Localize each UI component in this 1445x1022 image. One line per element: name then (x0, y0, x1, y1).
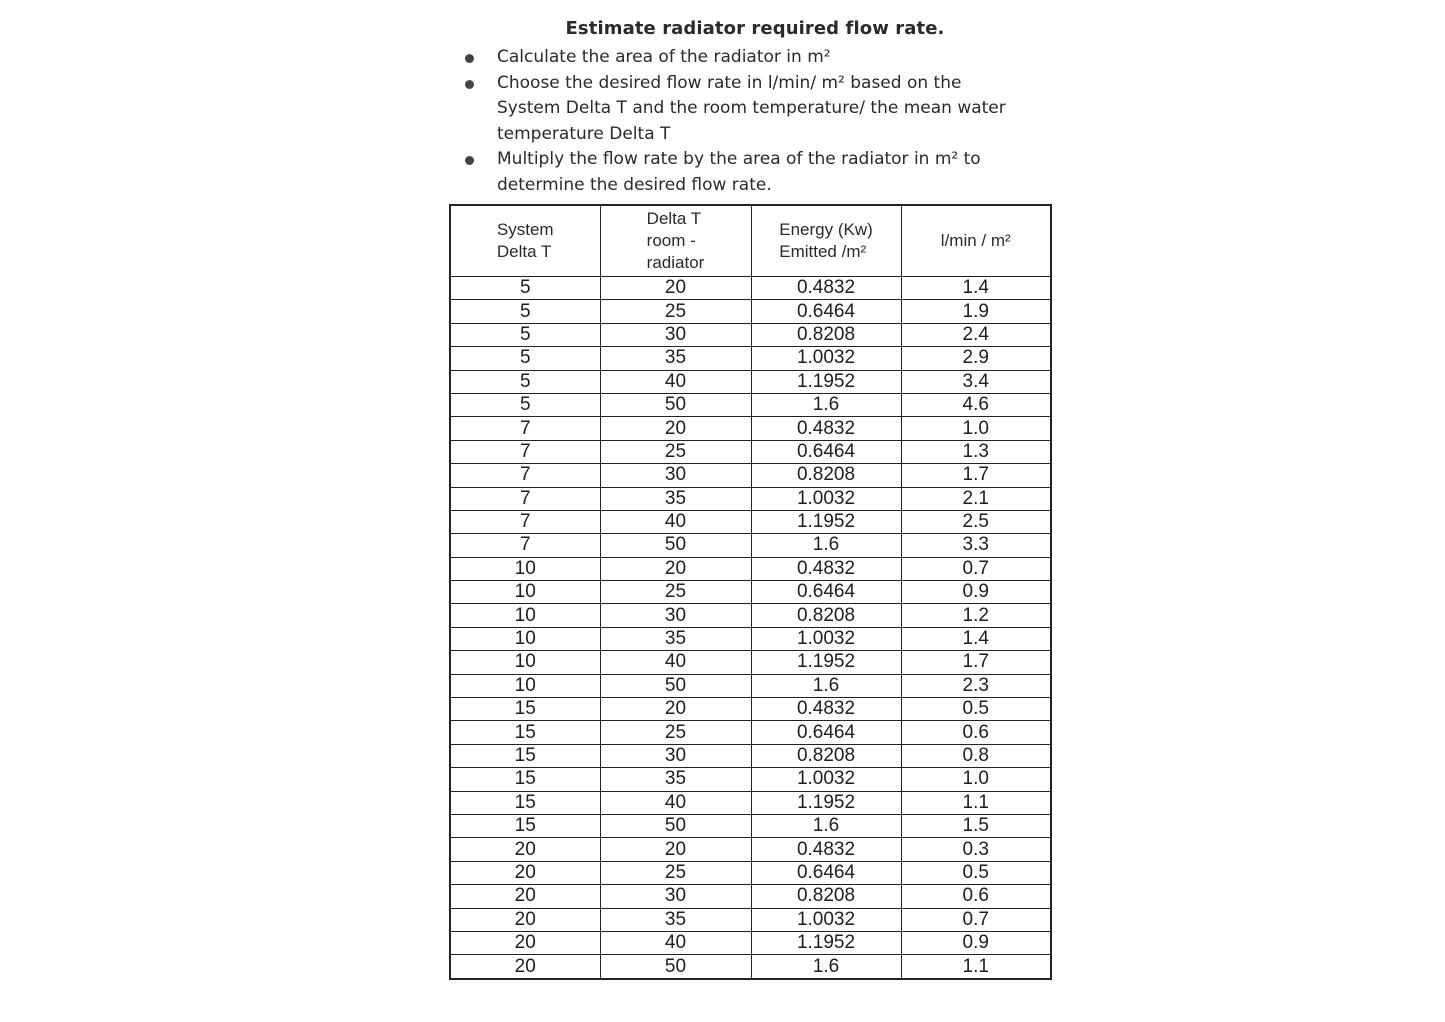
table-row (450, 300, 1051, 323)
cell-flow-rate: 1.0 (901, 417, 1051, 440)
instruction-text: Calculate the area of the radiator in m² (497, 47, 831, 67)
cell-energy-emitted: 1.0032 (751, 487, 901, 510)
cell-system-delta-t: 5 (450, 277, 600, 300)
cell-system-delta-t: 20 (450, 838, 600, 861)
cell-energy-emitted: 1.1952 (751, 510, 901, 533)
cell-delta-t-room-radiator: 50 (600, 814, 751, 837)
table-row (450, 557, 1051, 580)
cell-delta-t-room-radiator: 35 (600, 487, 751, 510)
cell-system-delta-t: 10 (450, 604, 600, 627)
cell-delta-t-room-radiator: 20 (600, 557, 751, 580)
cell-flow-rate: 1.9 (901, 300, 1051, 323)
cell-flow-rate: 0.7 (901, 557, 1051, 580)
table-row (450, 464, 1051, 487)
document-title: Estimate radiator required flow rate. (565, 18, 945, 39)
cell-flow-rate: 3.4 (901, 370, 1051, 393)
cell-flow-rate: 1.5 (901, 814, 1051, 837)
header-delta-t-room-radiator (600, 205, 751, 277)
cell-delta-t-room-radiator: 30 (600, 323, 751, 346)
header-line: l/min / m² (940, 231, 1011, 250)
cell-delta-t-room-radiator: 25 (600, 440, 751, 463)
cell-delta-t-room-radiator: 40 (600, 370, 751, 393)
instruction-item (462, 71, 1022, 148)
table-row (450, 698, 1051, 721)
cell-delta-t-room-radiator: 25 (600, 861, 751, 884)
cell-flow-rate: 0.5 (901, 698, 1051, 721)
table-row (450, 838, 1051, 861)
cell-system-delta-t: 5 (450, 393, 600, 416)
cell-energy-emitted: 0.8208 (751, 885, 901, 908)
cell-delta-t-room-radiator: 50 (600, 534, 751, 557)
cell-energy-emitted: 0.8208 (751, 604, 901, 627)
cell-flow-rate: 1.1 (901, 955, 1051, 979)
cell-energy-emitted: 1.6 (751, 674, 901, 697)
cell-delta-t-room-radiator: 50 (600, 393, 751, 416)
table-row (450, 581, 1051, 604)
cell-flow-rate: 1.3 (901, 440, 1051, 463)
cell-system-delta-t: 20 (450, 931, 600, 954)
header-system-delta-t (450, 205, 600, 277)
cell-energy-emitted: 1.6 (751, 814, 901, 837)
cell-energy-emitted: 1.1952 (751, 370, 901, 393)
instruction-item (462, 45, 1022, 71)
bullet-icon (465, 80, 474, 89)
cell-system-delta-t: 20 (450, 885, 600, 908)
cell-energy-emitted: 1.0032 (751, 768, 901, 791)
cell-system-delta-t: 5 (450, 323, 600, 346)
cell-delta-t-room-radiator: 25 (600, 581, 751, 604)
flow-rate-table (449, 204, 1052, 980)
cell-flow-rate: 0.3 (901, 838, 1051, 861)
cell-delta-t-room-radiator: 20 (600, 277, 751, 300)
instruction-text: Choose the desired flow rate in l/min/ m² based on the System Delta T and the room temperature/ the mean water temperature Delta T (497, 72, 1006, 144)
cell-delta-t-room-radiator: 25 (600, 721, 751, 744)
cell-flow-rate: 2.5 (901, 510, 1051, 533)
cell-flow-rate: 1.1 (901, 791, 1051, 814)
table-row (450, 347, 1051, 370)
cell-flow-rate: 1.2 (901, 604, 1051, 627)
cell-system-delta-t: 7 (450, 464, 600, 487)
cell-system-delta-t: 10 (450, 581, 600, 604)
cell-energy-emitted: 0.8208 (751, 323, 901, 346)
header-energy-emitted (751, 205, 901, 277)
cell-system-delta-t: 7 (450, 487, 600, 510)
instruction-list (462, 45, 1022, 198)
cell-system-delta-t: 7 (450, 534, 600, 557)
cell-flow-rate: 2.3 (901, 674, 1051, 697)
header-line: Delta T (496, 242, 552, 261)
table-row (450, 791, 1051, 814)
cell-system-delta-t: 10 (450, 651, 600, 674)
table-row (450, 627, 1051, 650)
table-row (450, 651, 1051, 674)
cell-energy-emitted: 0.8208 (751, 464, 901, 487)
cell-delta-t-room-radiator: 30 (600, 885, 751, 908)
cell-system-delta-t: 7 (450, 510, 600, 533)
header-line: Delta T (646, 209, 702, 228)
table-row (450, 814, 1051, 837)
table-row (450, 604, 1051, 627)
cell-energy-emitted: 0.6464 (751, 721, 901, 744)
table-row (450, 393, 1051, 416)
cell-flow-rate: 0.6 (901, 721, 1051, 744)
cell-delta-t-room-radiator: 30 (600, 744, 751, 767)
cell-flow-rate: 0.9 (901, 931, 1051, 954)
cell-delta-t-room-radiator: 40 (600, 931, 751, 954)
cell-flow-rate: 4.6 (901, 393, 1051, 416)
header-line: room - (646, 231, 696, 250)
cell-delta-t-room-radiator: 35 (600, 908, 751, 931)
table-row (450, 440, 1051, 463)
header-label (779, 219, 873, 263)
cell-flow-rate: 2.4 (901, 323, 1051, 346)
cell-system-delta-t: 5 (450, 347, 600, 370)
header-line: radiator (646, 253, 705, 272)
cell-energy-emitted: 1.6 (751, 955, 901, 979)
cell-energy-emitted: 0.4832 (751, 838, 901, 861)
table-row (450, 908, 1051, 931)
cell-delta-t-room-radiator: 25 (600, 300, 751, 323)
cell-energy-emitted: 0.6464 (751, 581, 901, 604)
header-line: Emitted /m² (779, 242, 867, 261)
bullet-icon (465, 156, 474, 165)
cell-energy-emitted: 0.6464 (751, 861, 901, 884)
cell-system-delta-t: 7 (450, 417, 600, 440)
cell-flow-rate: 2.9 (901, 347, 1051, 370)
cell-flow-rate: 1.4 (901, 627, 1051, 650)
cell-delta-t-room-radiator: 35 (600, 627, 751, 650)
cell-delta-t-room-radiator: 35 (600, 768, 751, 791)
cell-delta-t-room-radiator: 20 (600, 417, 751, 440)
cell-delta-t-room-radiator: 20 (600, 698, 751, 721)
cell-flow-rate: 0.8 (901, 744, 1051, 767)
cell-flow-rate: 0.5 (901, 861, 1051, 884)
cell-system-delta-t: 15 (450, 721, 600, 744)
cell-flow-rate: 1.7 (901, 651, 1051, 674)
table-row (450, 744, 1051, 767)
cell-flow-rate: 3.3 (901, 534, 1051, 557)
header-line: Energy (Kw) (779, 220, 873, 239)
cell-system-delta-t: 15 (450, 768, 600, 791)
table-row (450, 323, 1051, 346)
cell-energy-emitted: 1.0032 (751, 627, 901, 650)
cell-energy-emitted: 0.6464 (751, 440, 901, 463)
header-line: System (496, 220, 554, 239)
cell-delta-t-room-radiator: 40 (600, 651, 751, 674)
cell-system-delta-t: 10 (450, 674, 600, 697)
table-row (450, 277, 1051, 300)
cell-flow-rate: 2.1 (901, 487, 1051, 510)
cell-flow-rate: 0.6 (901, 885, 1051, 908)
cell-energy-emitted: 1.1952 (751, 791, 901, 814)
cell-energy-emitted: 0.6464 (751, 300, 901, 323)
cell-energy-emitted: 0.4832 (751, 277, 901, 300)
cell-delta-t-room-radiator: 20 (600, 838, 751, 861)
cell-system-delta-t: 20 (450, 861, 600, 884)
cell-energy-emitted: 0.8208 (751, 744, 901, 767)
cell-system-delta-t: 10 (450, 557, 600, 580)
table-row (450, 370, 1051, 393)
table-header-row (450, 205, 1051, 277)
cell-delta-t-room-radiator: 50 (600, 955, 751, 979)
cell-energy-emitted: 1.0032 (751, 347, 901, 370)
cell-system-delta-t: 5 (450, 300, 600, 323)
table-row (450, 674, 1051, 697)
cell-system-delta-t: 7 (450, 440, 600, 463)
cell-energy-emitted: 0.4832 (751, 698, 901, 721)
cell-delta-t-room-radiator: 30 (600, 464, 751, 487)
table-body (450, 277, 1051, 979)
table-row (450, 768, 1051, 791)
cell-energy-emitted: 1.1952 (751, 931, 901, 954)
cell-system-delta-t: 15 (450, 744, 600, 767)
bullet-icon (465, 54, 474, 63)
cell-energy-emitted: 0.4832 (751, 417, 901, 440)
cell-system-delta-t: 20 (450, 908, 600, 931)
table-row (450, 534, 1051, 557)
table-row (450, 417, 1051, 440)
table-row (450, 885, 1051, 908)
table-row (450, 721, 1051, 744)
cell-flow-rate: 0.9 (901, 581, 1051, 604)
header-flow-rate (901, 205, 1051, 277)
table-row (450, 931, 1051, 954)
cell-energy-emitted: 1.6 (751, 534, 901, 557)
cell-energy-emitted: 0.4832 (751, 557, 901, 580)
cell-energy-emitted: 1.0032 (751, 908, 901, 931)
table-row (450, 487, 1051, 510)
cell-flow-rate: 1.0 (901, 768, 1051, 791)
cell-system-delta-t: 10 (450, 627, 600, 650)
table-row (450, 510, 1051, 533)
cell-system-delta-t: 15 (450, 814, 600, 837)
cell-flow-rate: 0.7 (901, 908, 1051, 931)
table-row (450, 955, 1051, 979)
cell-energy-emitted: 1.6 (751, 393, 901, 416)
instruction-item (462, 147, 1022, 198)
instruction-text: Multiply the flow rate by the area of the radiator in m² to determine the desired flow rate. (497, 149, 981, 195)
cell-delta-t-room-radiator: 35 (600, 347, 751, 370)
header-label (647, 208, 705, 274)
cell-delta-t-room-radiator: 40 (600, 510, 751, 533)
cell-energy-emitted: 1.1952 (751, 651, 901, 674)
cell-delta-t-room-radiator: 50 (600, 674, 751, 697)
cell-delta-t-room-radiator: 40 (600, 791, 751, 814)
cell-system-delta-t: 15 (450, 791, 600, 814)
cell-system-delta-t: 20 (450, 955, 600, 979)
cell-flow-rate: 1.4 (901, 277, 1051, 300)
cell-flow-rate: 1.7 (901, 464, 1051, 487)
cell-system-delta-t: 5 (450, 370, 600, 393)
cell-system-delta-t: 15 (450, 698, 600, 721)
table-row (450, 861, 1051, 884)
header-label (497, 219, 554, 263)
cell-delta-t-room-radiator: 30 (600, 604, 751, 627)
